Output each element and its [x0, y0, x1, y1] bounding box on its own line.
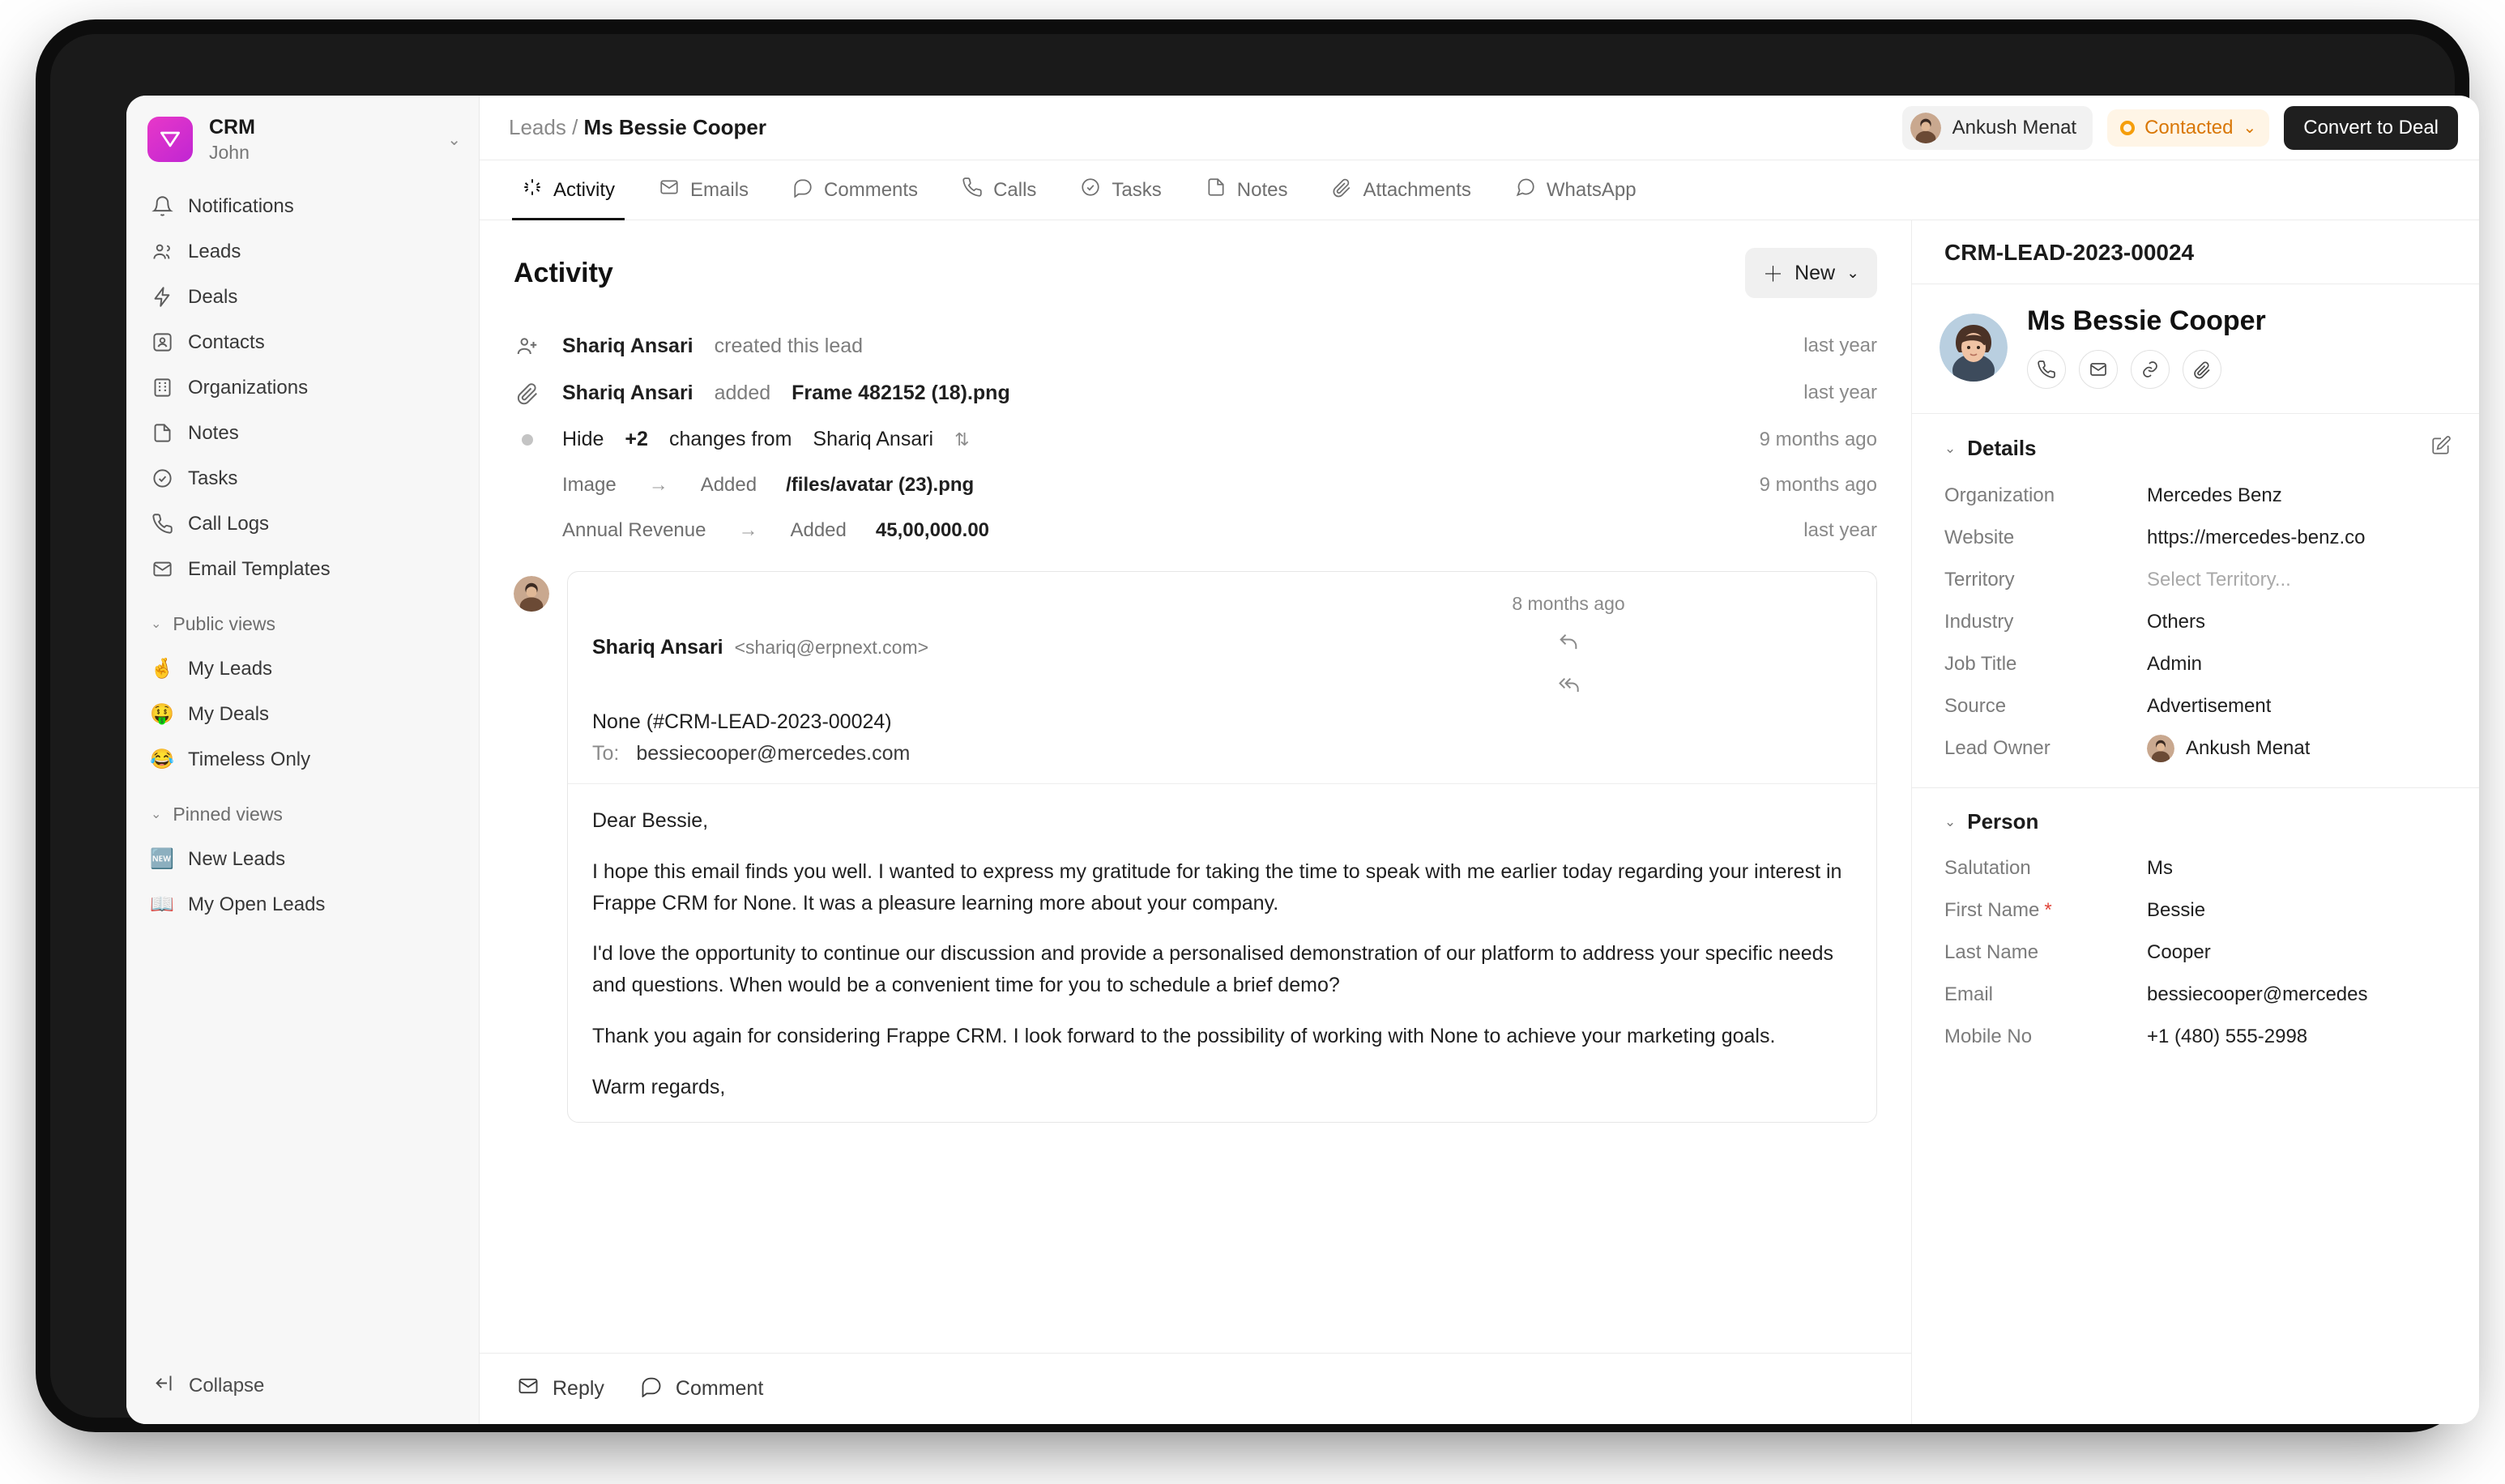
- breadcrumb-current: Ms Bessie Cooper: [583, 115, 766, 139]
- detail-row-website[interactable]: [1912, 517, 2479, 559]
- laughing-face-icon: 😂: [150, 748, 174, 771]
- detail-row-territory[interactable]: [1912, 559, 2479, 601]
- email-body-box: [567, 571, 1877, 1123]
- detail-key: Source: [1944, 695, 2007, 717]
- email-time: 8 months ago: [1512, 593, 1625, 614]
- new-badge-icon: 🆕: [150, 848, 174, 871]
- content-area: [480, 220, 2479, 1424]
- changes-middle-label: changes from: [668, 428, 792, 450]
- tab-label: WhatsApp: [1546, 178, 1637, 201]
- person-section-header[interactable]: [1912, 788, 2479, 847]
- user-plus-icon: [514, 334, 541, 358]
- hand-icon: 🤞: [150, 658, 174, 680]
- tasks-icon: [151, 467, 173, 490]
- person-value: Ms: [2147, 857, 2173, 879]
- comment-button[interactable]: [640, 1375, 763, 1403]
- activity-event: [514, 322, 1877, 369]
- changes-time: 9 months ago: [1759, 428, 1877, 450]
- chevron-down-icon: ⌄: [447, 130, 461, 149]
- avatar: [1910, 113, 1941, 143]
- detail-row-job-title[interactable]: [1912, 643, 2479, 685]
- sidebar-collapse-label: Collapse: [189, 1375, 265, 1397]
- chevron-down-icon: ⌄: [151, 617, 162, 632]
- sidebar-item-label: Leads: [188, 240, 241, 262]
- changes-hide-label: Hide: [562, 428, 604, 450]
- detail-value: Admin: [2147, 653, 2203, 675]
- person-row-last-name[interactable]: [1912, 932, 2479, 974]
- app-name: CRM: [209, 116, 255, 139]
- change-action: Added: [700, 474, 757, 496]
- email-message-body: [592, 784, 1852, 1102]
- sidebar-item-notifications[interactable]: [139, 184, 466, 229]
- person-value: Cooper: [2147, 941, 2211, 963]
- sidebar-item-my-leads[interactable]: [139, 646, 466, 692]
- required-marker: *: [2044, 899, 2052, 921]
- app-screen: [126, 96, 2479, 1424]
- activity-header: [514, 248, 1877, 298]
- organizations-icon: [151, 377, 173, 399]
- tab-activity[interactable]: [504, 160, 633, 220]
- chevron-down-icon: ⌄: [1846, 264, 1859, 282]
- leads-icon: [151, 241, 173, 263]
- detail-row-source[interactable]: [1912, 685, 2479, 727]
- person-key: Email: [1944, 983, 1994, 1005]
- person-key: First Name *: [1944, 899, 2052, 921]
- call-icon: [962, 177, 983, 203]
- sidebar-item-label: Notes: [188, 421, 239, 444]
- dot-icon: [514, 434, 541, 446]
- paperclip-icon: [514, 381, 541, 405]
- chevron-down-icon: ⌄: [151, 808, 162, 822]
- new-activity-label: New: [1794, 261, 1836, 284]
- edit-icon[interactable]: [2430, 435, 2452, 462]
- email-to-label: To:: [592, 742, 620, 765]
- sidebar-item-label: Call Logs: [188, 512, 270, 535]
- sidebar-item-label: New Leads: [188, 847, 286, 870]
- bell-icon: [151, 195, 173, 218]
- email-to-address: bessiecooper@mercedes.com: [636, 742, 911, 765]
- activity-event: [514, 369, 1877, 416]
- record-detail-panel: [1912, 220, 2479, 1424]
- tab-label: Notes: [1236, 178, 1288, 201]
- tab-whatsapp[interactable]: [1497, 160, 1654, 220]
- chevron-down-icon: ⌄: [1944, 440, 1957, 456]
- sidebar-public-views-list: [126, 642, 479, 783]
- record-person-header: [1912, 284, 2479, 414]
- breadcrumb-parent[interactable]: Leads: [509, 115, 566, 139]
- breadcrumb-separator: /: [572, 115, 578, 139]
- attachment-icon: [1331, 177, 1352, 203]
- link-icon[interactable]: [2131, 350, 2170, 389]
- tab-attachments[interactable]: [1313, 160, 1488, 220]
- detail-value: Ankush Menat: [2186, 737, 2311, 759]
- person-name: Ms Bessie Cooper: [2027, 305, 2266, 336]
- phone-icon[interactable]: [2027, 350, 2066, 389]
- sidebar-item-new-leads[interactable]: [139, 837, 466, 882]
- sidebar-collapse-button[interactable]: [126, 1354, 479, 1424]
- arrow-right-icon: →: [648, 474, 668, 496]
- person-section-title: Person: [1967, 809, 2039, 834]
- detail-key: Organization: [1944, 484, 2055, 506]
- tab-label: Calls: [993, 178, 1037, 201]
- event-actor: Shariq Ansari: [562, 334, 693, 357]
- detail-key: Website: [1944, 527, 2015, 548]
- detail-key: Lead Owner: [1944, 737, 2051, 759]
- event-target: Frame 482152 (18).png: [792, 381, 1010, 404]
- reply-icon[interactable]: [1557, 631, 1580, 659]
- sidebar-group-label: Pinned views: [173, 803, 283, 825]
- changes-actor: Shariq Ansari: [813, 428, 934, 450]
- chevron-down-icon: ⌄: [2243, 119, 2257, 137]
- tab-notes[interactable]: [1188, 160, 1306, 220]
- activity-icon: [522, 177, 543, 203]
- person-value: +1 (480) 555-2998: [2147, 1026, 2308, 1047]
- reply-all-icon[interactable]: [1557, 675, 1580, 702]
- note-icon: [1206, 177, 1227, 203]
- details-section-header[interactable]: [1912, 414, 2479, 475]
- lead-owner-pill[interactable]: [1902, 106, 2093, 150]
- email-sender: Shariq Ansari: [592, 636, 723, 659]
- person-row-mobile-no[interactable]: [1912, 1016, 2479, 1058]
- tab-calls[interactable]: [944, 160, 1054, 220]
- avatar: [2147, 735, 2174, 762]
- sidebar-item-label: Email Templates: [188, 557, 331, 580]
- event-action: added: [714, 381, 771, 404]
- device-frame: [50, 34, 2455, 1418]
- details-section-title: Details: [1967, 436, 2037, 460]
- change-sub-event: [514, 508, 1877, 553]
- sidebar: [126, 96, 480, 1424]
- sidebar-item-tasks[interactable]: [139, 456, 466, 501]
- tab-tasks[interactable]: [1062, 160, 1179, 220]
- sidebar-item-label: Tasks: [188, 467, 238, 489]
- tab-label: Activity: [553, 178, 616, 201]
- change-time: 9 months ago: [1759, 474, 1877, 496]
- change-value: /files/avatar (23).png: [786, 474, 975, 496]
- sidebar-workspace-switcher[interactable]: [126, 96, 479, 179]
- person-key: Mobile No: [1944, 1026, 2033, 1047]
- sidebar-item-organizations[interactable]: [139, 365, 466, 411]
- avatar: [514, 576, 549, 612]
- detail-value: https://mercedes-benz.co: [2147, 527, 2366, 548]
- sidebar-item-email-templates[interactable]: [139, 547, 466, 592]
- sidebar-item-my-deals[interactable]: [139, 692, 466, 737]
- collapse-icon: [152, 1372, 174, 1400]
- detail-row-organization[interactable]: [1912, 475, 2479, 517]
- event-time: last year: [1803, 335, 1877, 356]
- plus-icon: ＋: [1763, 263, 1784, 286]
- sidebar-item-my-open-leads[interactable]: [139, 882, 466, 927]
- money-face-icon: 🤑: [150, 703, 174, 726]
- status-dot-icon: [2120, 121, 2135, 135]
- sidebar-group-pinned-views[interactable]: [126, 783, 479, 832]
- sidebar-item-call-logs[interactable]: [139, 501, 466, 547]
- activity-scroll[interactable]: [480, 220, 1911, 1353]
- person-row-first-name[interactable]: [1912, 889, 2479, 932]
- whatsapp-icon: [1515, 177, 1536, 203]
- detail-value: Advertisement: [2147, 695, 2272, 717]
- email-icon: [659, 177, 680, 203]
- change-sub-event: [514, 463, 1877, 508]
- email-recipient-row: [592, 742, 1852, 765]
- notes-icon: [151, 422, 173, 445]
- event-action: created this lead: [714, 334, 864, 357]
- detail-value-wrapper: [2147, 735, 2310, 762]
- changes-toggle-row[interactable]: [514, 416, 1877, 463]
- tab-label: Attachments: [1363, 178, 1471, 201]
- email-paragraph: Thank you again for considering Frappe CRM. I look forward to the possibility of working with None to achieve your marketing goals.: [592, 1024, 1776, 1047]
- sort-toggle-icon[interactable]: ⇅: [954, 429, 970, 450]
- record-id-header: [1912, 220, 2479, 284]
- person-value: bessiecooper@mercedes: [2147, 983, 2368, 1005]
- detail-value-placeholder: Select Territory...: [2147, 569, 2291, 591]
- change-action: Added: [790, 519, 847, 541]
- deals-icon: [151, 286, 173, 309]
- reply-icon: [517, 1375, 540, 1403]
- reply-button[interactable]: [517, 1375, 604, 1403]
- mail-icon[interactable]: [2079, 350, 2118, 389]
- event-time: last year: [1803, 382, 1877, 403]
- lead-owner-name: Ankush Menat: [1952, 116, 2077, 139]
- changes-count: +2: [625, 428, 648, 450]
- sidebar-item-label: Notifications: [188, 194, 294, 217]
- person-row-salutation[interactable]: [1912, 847, 2479, 889]
- avatar[interactable]: [1940, 313, 2008, 382]
- event-actor: Shariq Ansari: [562, 381, 693, 404]
- email-paragraph: I hope this email finds you well. I wanted to express my gratitude for taking the time to speak with me earlier today regarding your interest in Frappe CRM for None. It was a pleasure learning more about your company.: [592, 859, 1842, 915]
- tab-comments[interactable]: [775, 160, 936, 220]
- status-label: Contacted: [2144, 116, 2234, 139]
- sidebar-item-contacts[interactable]: [139, 320, 466, 365]
- email-header-actions: [1285, 593, 1852, 702]
- detail-key: Territory: [1944, 569, 2015, 591]
- person-key: Last Name: [1944, 941, 2039, 963]
- top-bar: [480, 96, 2479, 160]
- activity-footer: [480, 1353, 1911, 1424]
- contacts-icon: [151, 331, 173, 354]
- sidebar-item-label: My Deals: [188, 702, 270, 725]
- book-icon: 📖: [150, 893, 174, 916]
- sidebar-item-notes[interactable]: [139, 411, 466, 456]
- sidebar-item-deals[interactable]: [139, 275, 466, 320]
- detail-value: Others: [2147, 611, 2206, 633]
- sidebar-group-label: Public views: [173, 612, 275, 634]
- detail-row-industry[interactable]: [1912, 601, 2479, 643]
- detail-value: Mercedes Benz: [2147, 484, 2282, 506]
- arrow-right-icon: →: [738, 519, 758, 541]
- person-row-email[interactable]: [1912, 974, 2479, 1016]
- tab-label: Emails: [690, 178, 749, 201]
- comment-icon: [792, 177, 813, 203]
- email-paragraph: Warm regards,: [592, 1075, 726, 1098]
- new-activity-button[interactable]: [1745, 248, 1877, 298]
- phone-icon: [151, 513, 173, 535]
- mail-icon: [151, 558, 173, 581]
- change-field: Annual Revenue: [562, 519, 706, 541]
- activity-panel: [480, 220, 1912, 1424]
- person-key: Salutation: [1944, 857, 2031, 879]
- email-paragraph: I'd love the opportunity to continue our discussion and provide a personalised demonstration of our platform to address your specific needs and questions. When would be a convenient time for you to schedule a brief demo?: [592, 942, 1834, 996]
- tab-emails[interactable]: [641, 160, 766, 220]
- sidebar-item-label: Contacts: [188, 330, 265, 353]
- page-title: Activity: [514, 257, 613, 288]
- email-sender-address: <shariq@erpnext.com>: [734, 637, 929, 658]
- tab-label: Tasks: [1112, 178, 1162, 201]
- sidebar-item-timeless-only[interactable]: [139, 737, 466, 783]
- convert-to-deal-button[interactable]: Convert to Deal: [2284, 106, 2458, 150]
- email-header-row: [592, 593, 1852, 702]
- record-id: CRM-LEAD-2023-00024: [1944, 240, 2195, 265]
- tab-bar: [480, 160, 2479, 220]
- comment-icon: [640, 1375, 663, 1403]
- crm-logo-icon: [147, 117, 193, 162]
- reply-label: Reply: [553, 1377, 604, 1400]
- sidebar-item-label: My Leads: [188, 657, 273, 680]
- breadcrumb: [509, 115, 766, 140]
- change-field: Image: [562, 474, 617, 496]
- sidebar-item-label: Organizations: [188, 376, 309, 399]
- sidebar-item-label: Deals: [188, 285, 238, 308]
- attachment-icon[interactable]: [2183, 350, 2221, 389]
- quick-actions: [2027, 350, 2266, 389]
- person-value: Bessie: [2147, 899, 2206, 921]
- task-icon: [1080, 177, 1101, 203]
- status-badge[interactable]: [2107, 109, 2269, 147]
- detail-key: Job Title: [1944, 653, 2017, 675]
- sidebar-nav: [126, 179, 479, 592]
- comment-label: Comment: [675, 1377, 764, 1400]
- detail-key: Industry: [1944, 611, 2014, 633]
- sidebar-item-label: My Open Leads: [188, 893, 326, 915]
- email-activity-card: [514, 571, 1877, 1123]
- change-value: 45,00,000.00: [875, 519, 990, 541]
- email-paragraph: Dear Bessie,: [592, 809, 709, 832]
- sidebar-group-public-views[interactable]: [126, 592, 479, 642]
- sidebar-item-leads[interactable]: [139, 229, 466, 275]
- main-area: [480, 96, 2479, 1424]
- detail-row-lead-owner[interactable]: [1912, 727, 2479, 770]
- sidebar-item-label: Timeless Only: [188, 748, 311, 770]
- user-name: John: [209, 142, 250, 163]
- email-subject: None (#CRM-LEAD-2023-00024): [592, 710, 892, 733]
- sidebar-pinned-views-list: [126, 832, 479, 927]
- chevron-down-icon: ⌄: [1944, 813, 1957, 829]
- change-time: last year: [1803, 519, 1877, 541]
- tab-label: Comments: [824, 178, 919, 201]
